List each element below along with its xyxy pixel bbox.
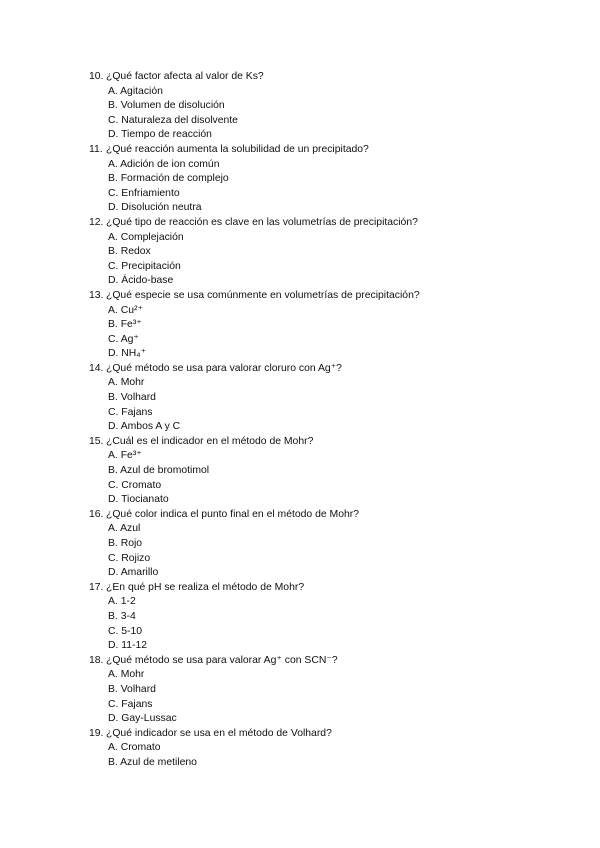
answer-option: B. Redox bbox=[108, 246, 151, 258]
answer-option: B. Formación de complejo bbox=[108, 173, 229, 185]
question-block bbox=[0, 581, 600, 654]
answer-option: C. Naturaleza del disolvente bbox=[108, 114, 238, 126]
question-text: ¿Qué tipo de reacción es clave en las volumetrías de precipitación? bbox=[106, 216, 418, 228]
question-line bbox=[0, 70, 600, 85]
question-block bbox=[0, 70, 600, 143]
question-number: 13. bbox=[89, 289, 104, 301]
answer-option: D. 11-12 bbox=[108, 640, 148, 652]
answer-option: B. Rojo bbox=[108, 538, 143, 549]
answer-option: A. Agitación bbox=[108, 85, 163, 97]
question-line bbox=[0, 508, 600, 523]
answer-option: D. Amarillo bbox=[108, 567, 159, 579]
answer-option: D. Ambos A y C bbox=[108, 421, 181, 433]
answer-option: A. Azul bbox=[108, 523, 141, 535]
answer-option: C. Enfriamiento bbox=[108, 187, 180, 199]
answer-option: D. Tiocianato bbox=[108, 494, 169, 506]
question-text: ¿Qué factor afecta al valor de Ks? bbox=[106, 71, 264, 82]
answer-option: A. 1-2 bbox=[108, 596, 136, 608]
question-block bbox=[0, 362, 600, 435]
question-text: ¿Qué reacción aumenta la solubilidad de un precipitado? bbox=[106, 143, 369, 155]
question-text: ¿Qué método se usa para valorar cloruro con Ag⁺? bbox=[106, 362, 342, 374]
question-number: 19. bbox=[89, 727, 104, 739]
answer-option: B. Azul de bromotimol bbox=[108, 465, 210, 477]
question-number: 14. bbox=[89, 362, 104, 374]
answer-option: A. Adición de ion común bbox=[108, 158, 220, 170]
answer-option: C. Precipitación bbox=[108, 260, 181, 272]
question-block bbox=[0, 654, 600, 727]
question-block bbox=[0, 216, 600, 289]
question-line bbox=[0, 435, 600, 450]
question-number: 15. bbox=[89, 435, 104, 447]
question-number: 11. bbox=[89, 143, 103, 155]
question-list bbox=[0, 70, 600, 771]
question-text: ¿Qué especie se usa comúnmente en volumetrías de precipitación? bbox=[106, 289, 420, 301]
answer-option: A. Cromato bbox=[108, 742, 161, 754]
answer-option: C. Fajans bbox=[108, 698, 153, 710]
answer-option: D. Ácido-base bbox=[108, 275, 174, 287]
answer-option: B. Volhard bbox=[108, 392, 156, 404]
answer-option: B. Azul de metileno bbox=[108, 756, 197, 768]
question-block bbox=[0, 508, 600, 581]
answer-option: A. Mohr bbox=[108, 377, 145, 389]
question-number: 17. bbox=[89, 581, 104, 593]
answer-option: A. Mohr bbox=[108, 669, 145, 681]
question-line bbox=[0, 581, 600, 596]
answer-option: A. Fe³⁺ bbox=[108, 450, 142, 462]
question-text: ¿Qué indicador se usa en el método de Volhard? bbox=[106, 727, 332, 739]
answer-option: C. Ag⁺ bbox=[108, 333, 139, 345]
answer-option: D. Disolución neutra bbox=[108, 202, 202, 214]
question-number: 12. bbox=[89, 216, 104, 228]
answer-option: B. 3-4 bbox=[108, 610, 136, 622]
question-number: 10. bbox=[89, 71, 104, 82]
question-block bbox=[0, 727, 600, 771]
question-block bbox=[0, 435, 600, 508]
question-text: ¿Qué método se usa para valorar Ag⁺ con SCN⁻? bbox=[106, 654, 338, 666]
answer-option: D. NH₄⁺ bbox=[108, 348, 147, 360]
question-line bbox=[0, 289, 600, 304]
answer-option: A. Cu²⁺ bbox=[108, 304, 143, 316]
question-text: ¿Qué color indica el punto final en el método de Mohr? bbox=[106, 508, 359, 520]
answer-option: B. Fe³⁺ bbox=[108, 319, 142, 331]
question-number: 18. bbox=[89, 654, 104, 666]
answer-option: C. 5-10 bbox=[108, 625, 143, 637]
question-block bbox=[0, 143, 600, 216]
answer-option: C. Fajans bbox=[108, 406, 153, 418]
question-line bbox=[0, 654, 600, 669]
question-block bbox=[0, 289, 600, 362]
answer-option: D. Gay-Lussac bbox=[108, 713, 177, 725]
question-text: ¿Cuál es el indicador en el método de Mohr? bbox=[106, 435, 314, 447]
question-text: ¿En qué pH se realiza el método de Mohr? bbox=[106, 581, 305, 593]
answer-option: C. Cromato bbox=[108, 479, 162, 491]
answer-option: A. Complejación bbox=[108, 231, 184, 243]
question-line bbox=[0, 216, 600, 231]
answer-option: D. Tiempo de reacción bbox=[108, 129, 212, 141]
answer-option: B. Volhard bbox=[108, 683, 156, 695]
answer-option: C. Rojizo bbox=[108, 552, 151, 564]
question-line bbox=[0, 143, 600, 158]
question-line bbox=[0, 727, 600, 742]
question-line bbox=[0, 362, 600, 377]
question-number: 16. bbox=[89, 508, 104, 520]
answer-option: B. Volumen de disolución bbox=[108, 100, 225, 112]
